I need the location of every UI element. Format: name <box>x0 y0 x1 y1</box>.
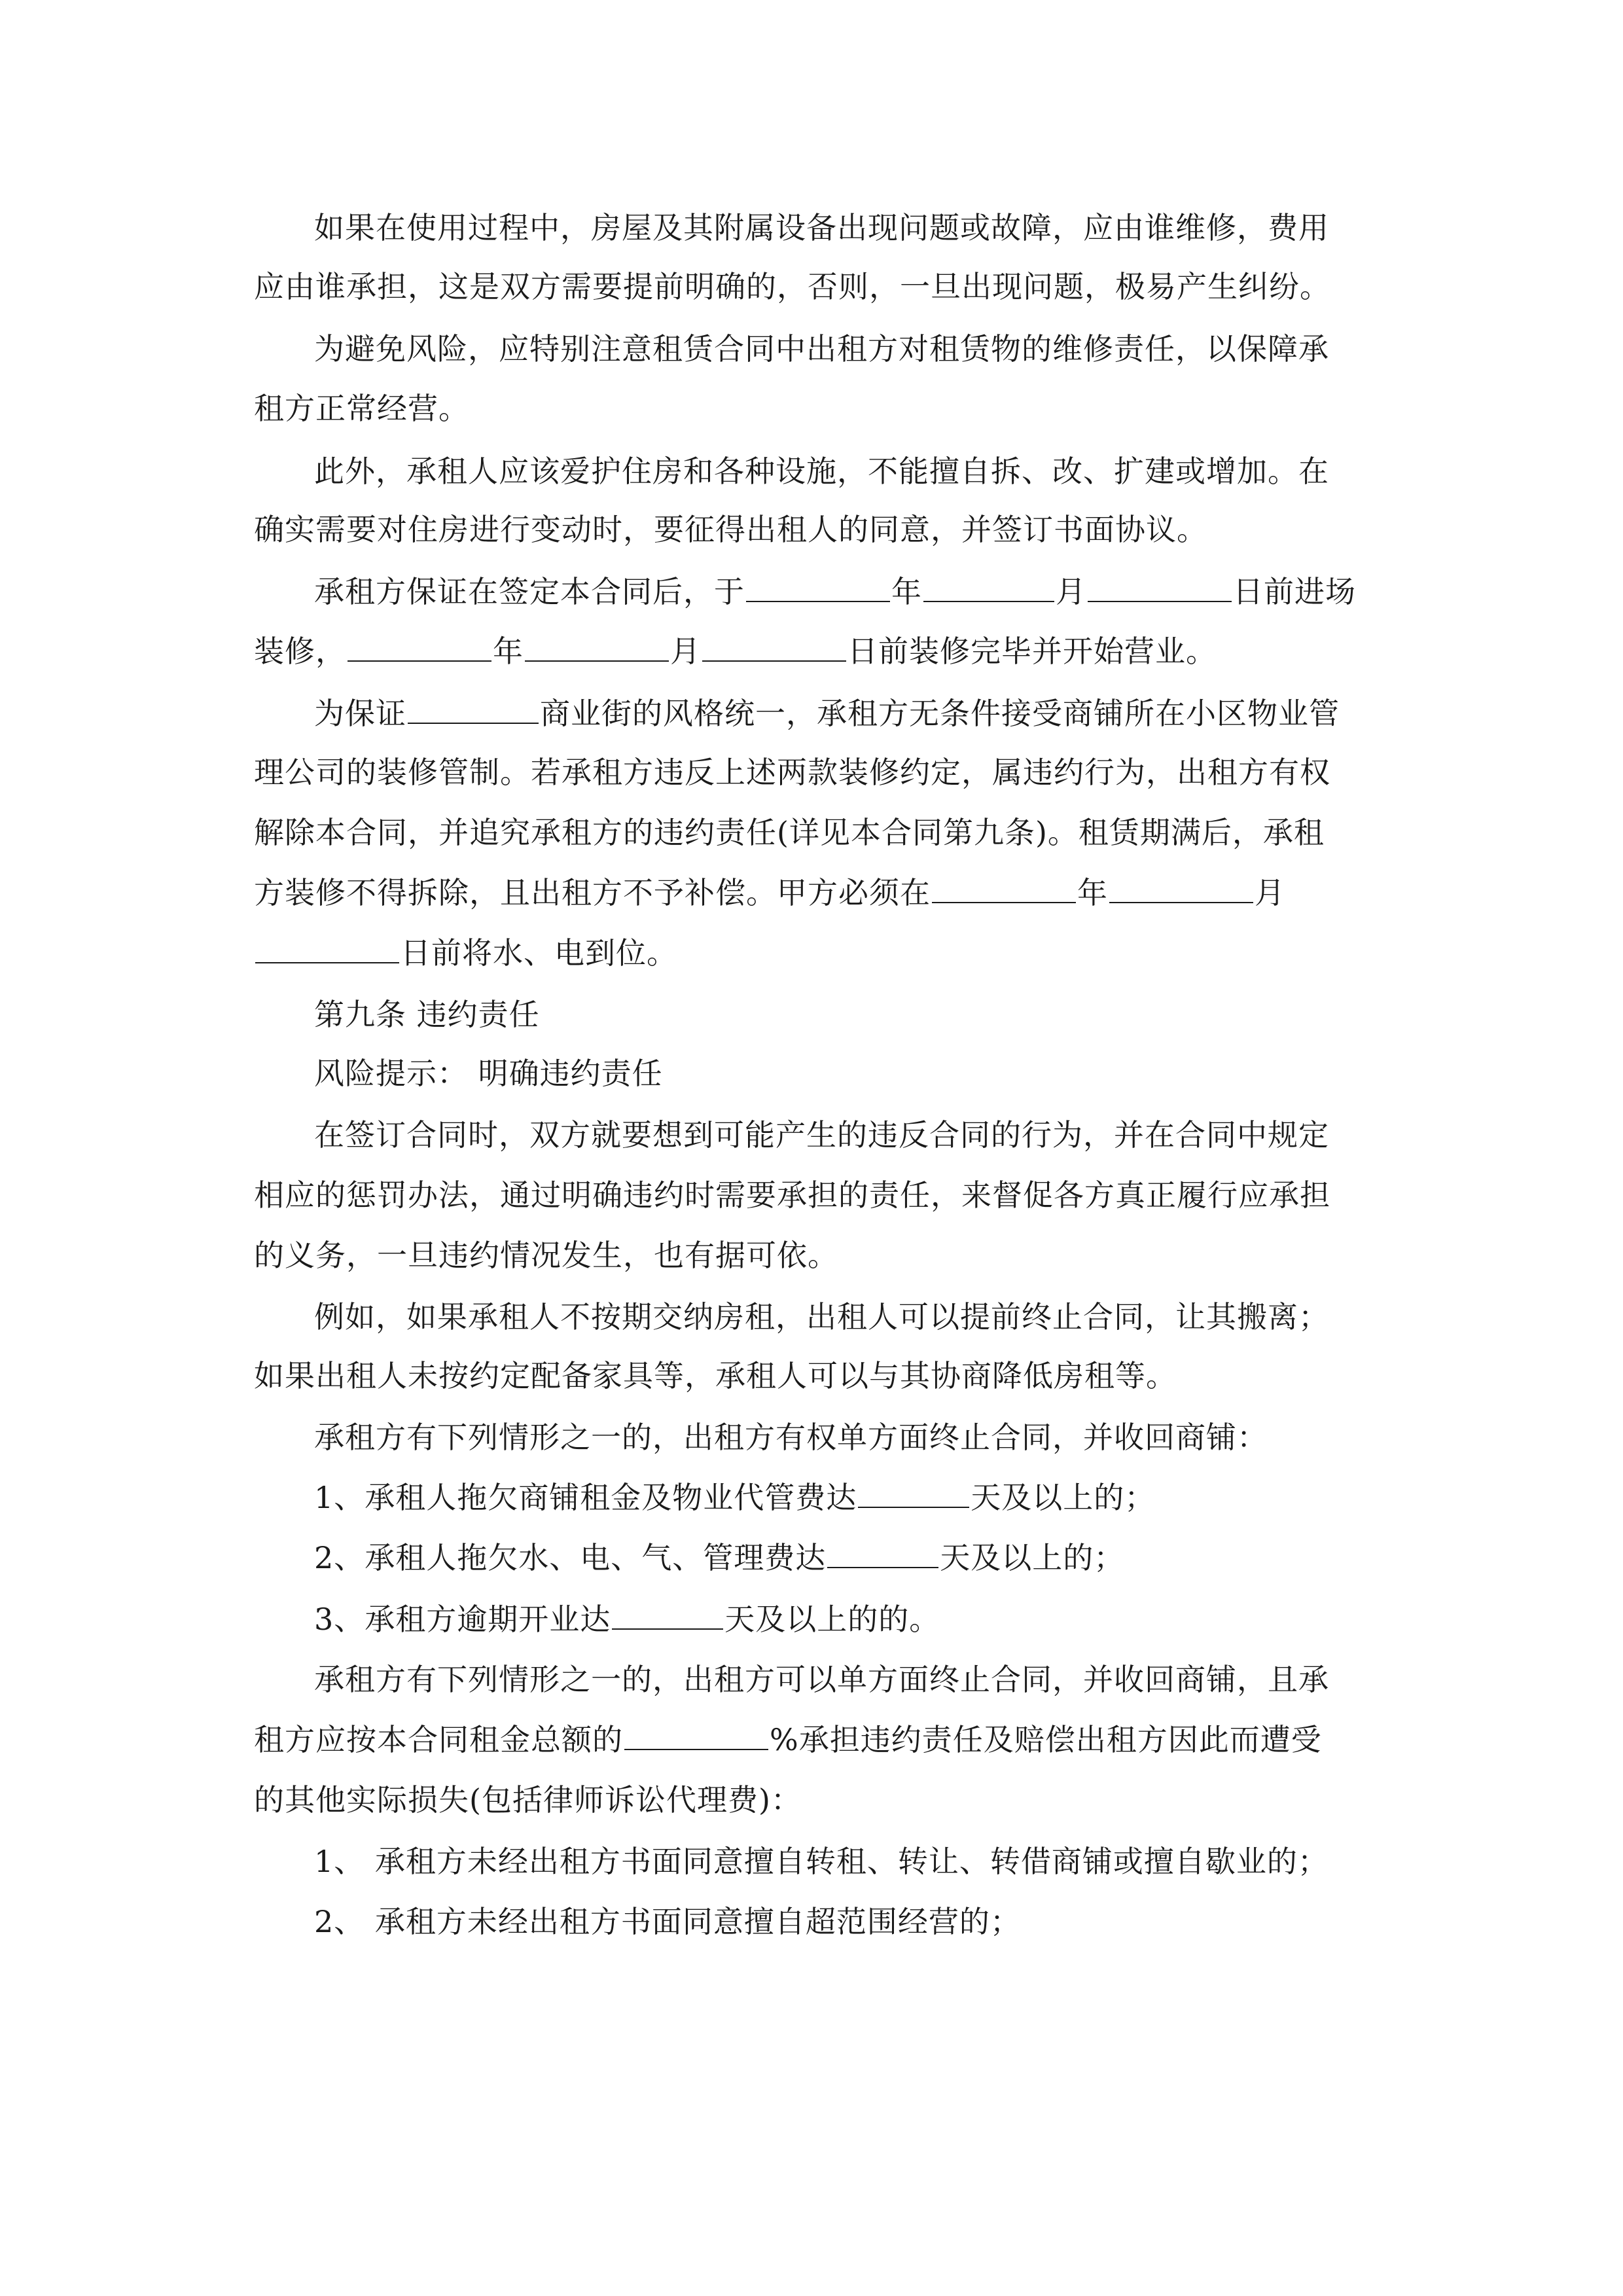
paragraph-line: 的义务，一旦违约情况发生，也有据可依。 <box>254 1238 838 1273</box>
text-segment: 年 <box>891 574 922 609</box>
text-segment: 日前进场 <box>1233 574 1356 609</box>
fill-blank[interactable] <box>1109 872 1253 903</box>
paragraph-line: 承租方有下列情形之一的，出租方可以单方面终止合同，并收回商铺，且承 <box>314 1662 1329 1697</box>
text-segment: 为保证 <box>314 696 406 731</box>
paragraph-line: 相应的惩罚办法，通过明确违约时需要承担的责任，来督促各方真正履行应承担 <box>254 1177 1330 1213</box>
fill-blank[interactable] <box>624 1719 768 1750</box>
text-segment: 租方应按本合同租金总额的 <box>254 1722 623 1757</box>
text-segment: 天及以上的； <box>940 1540 1125 1575</box>
list-item <box>314 1596 1453 1643</box>
paragraph-line <box>254 869 1393 916</box>
fill-blank[interactable] <box>702 630 846 662</box>
list-item <box>314 1534 1453 1581</box>
paragraph-line: 确实需要对住房进行变动时，要征得出租人的同意，并签订书面协议。 <box>254 512 1207 547</box>
text-segment: 月 <box>1255 875 1285 910</box>
paragraph-line: 解除本合同，并追究承租方的违约责任(详见本合同第九条)。租赁期满后，承租 <box>254 815 1325 850</box>
fill-blank[interactable] <box>525 630 669 662</box>
fill-blank[interactable] <box>932 872 1076 903</box>
text-segment: 月 <box>1056 574 1086 609</box>
fill-blank[interactable] <box>827 1537 938 1568</box>
section-heading: 第九条 违约责任 <box>314 997 540 1032</box>
text-segment: 1、承租人拖欠商铺租金及物业代管费达 <box>314 1480 857 1515</box>
paragraph-line <box>254 628 1393 675</box>
fill-blank[interactable] <box>612 1598 723 1630</box>
text-segment: 承租方保证在签定本合同后，于 <box>314 574 745 609</box>
risk-tip: 风险提示： 明确违约责任 <box>314 1056 663 1091</box>
list-item: 2、 承租方未经出租方书面同意擅自超范围经营的； <box>314 1904 1021 1939</box>
paragraph-line <box>314 568 1453 615</box>
text-segment: 年 <box>1077 875 1108 910</box>
paragraph-line: 例如，如果承租人不按期交纳房租，出租人可以提前终止合同，让其搬离； <box>314 1299 1329 1335</box>
fill-blank[interactable] <box>348 630 491 662</box>
paragraph-line <box>314 690 1453 737</box>
text-segment: 天及以上的； <box>971 1480 1156 1515</box>
text-segment: 日前装修完毕并开始营业。 <box>847 634 1217 669</box>
fill-blank[interactable] <box>923 571 1054 602</box>
text-segment: %承担违约责任及赔偿出租方因此而遭受 <box>770 1722 1322 1757</box>
paragraph-line: 应由谁承担，这是双方需要提前明确的，否则，一旦出现问题，极易产生纠纷。 <box>254 269 1330 304</box>
paragraph-line: 为避免风险，应特别注意租赁合同中出租方对租赁物的维修责任，以保障承 <box>314 331 1329 367</box>
paragraph-line: 租方正常经营。 <box>254 391 469 426</box>
text-segment: 商业街的风格统一，承租方无条件接受商铺所在小区物业管 <box>540 696 1340 731</box>
text-segment: 装修， <box>254 634 346 669</box>
text-segment: 天及以上的的。 <box>724 1602 940 1637</box>
paragraph-line: 在签订合同时，双方就要想到可能产生的违反合同的行为，并在合同中规定 <box>314 1117 1329 1153</box>
paragraph-line: 理公司的装修管制。若承租方违反上述两款装修约定，属违约行为，出租方有权 <box>254 755 1330 790</box>
fill-blank[interactable] <box>408 692 539 724</box>
text-segment: 年 <box>493 634 524 669</box>
paragraph-line: 的其他实际损失(包括律师诉讼代理费)： <box>254 1782 802 1818</box>
paragraph-line: 承租方有下列情形之一的，出租方有权单方面终止合同，并收回商铺： <box>314 1420 1268 1455</box>
paragraph-line: 如果出租人未按约定配备家具等，承租人可以与其协商降低房租等。 <box>254 1358 1177 1393</box>
paragraph-line <box>254 1716 1393 1763</box>
text-segment: 日前将水、电到位。 <box>401 935 677 971</box>
fill-blank[interactable] <box>858 1477 969 1508</box>
fill-blank[interactable] <box>255 932 399 963</box>
list-item: 1、 承租方未经出租方书面同意擅自转租、转让、转借商铺或擅自歇业的； <box>314 1844 1329 1879</box>
paragraph-line <box>254 929 1393 977</box>
fill-blank[interactable] <box>1088 571 1232 602</box>
paragraph-line: 如果在使用过程中，房屋及其附属设备出现问题或故障，应由谁维修，费用 <box>314 210 1329 245</box>
text-segment: 2、承租人拖欠水、电、气、管理费达 <box>314 1540 827 1575</box>
text-segment: 3、承租方逾期开业达 <box>314 1602 611 1637</box>
list-item <box>314 1474 1453 1521</box>
text-segment: 方装修不得拆除，且出租方不予补偿。甲方必须在 <box>254 875 931 910</box>
fill-blank[interactable] <box>746 571 890 602</box>
text-segment: 月 <box>670 634 701 669</box>
paragraph-line: 此外，承租人应该爱护住房和各种设施，不能擅自拆、改、扩建或增加。在 <box>314 454 1329 489</box>
